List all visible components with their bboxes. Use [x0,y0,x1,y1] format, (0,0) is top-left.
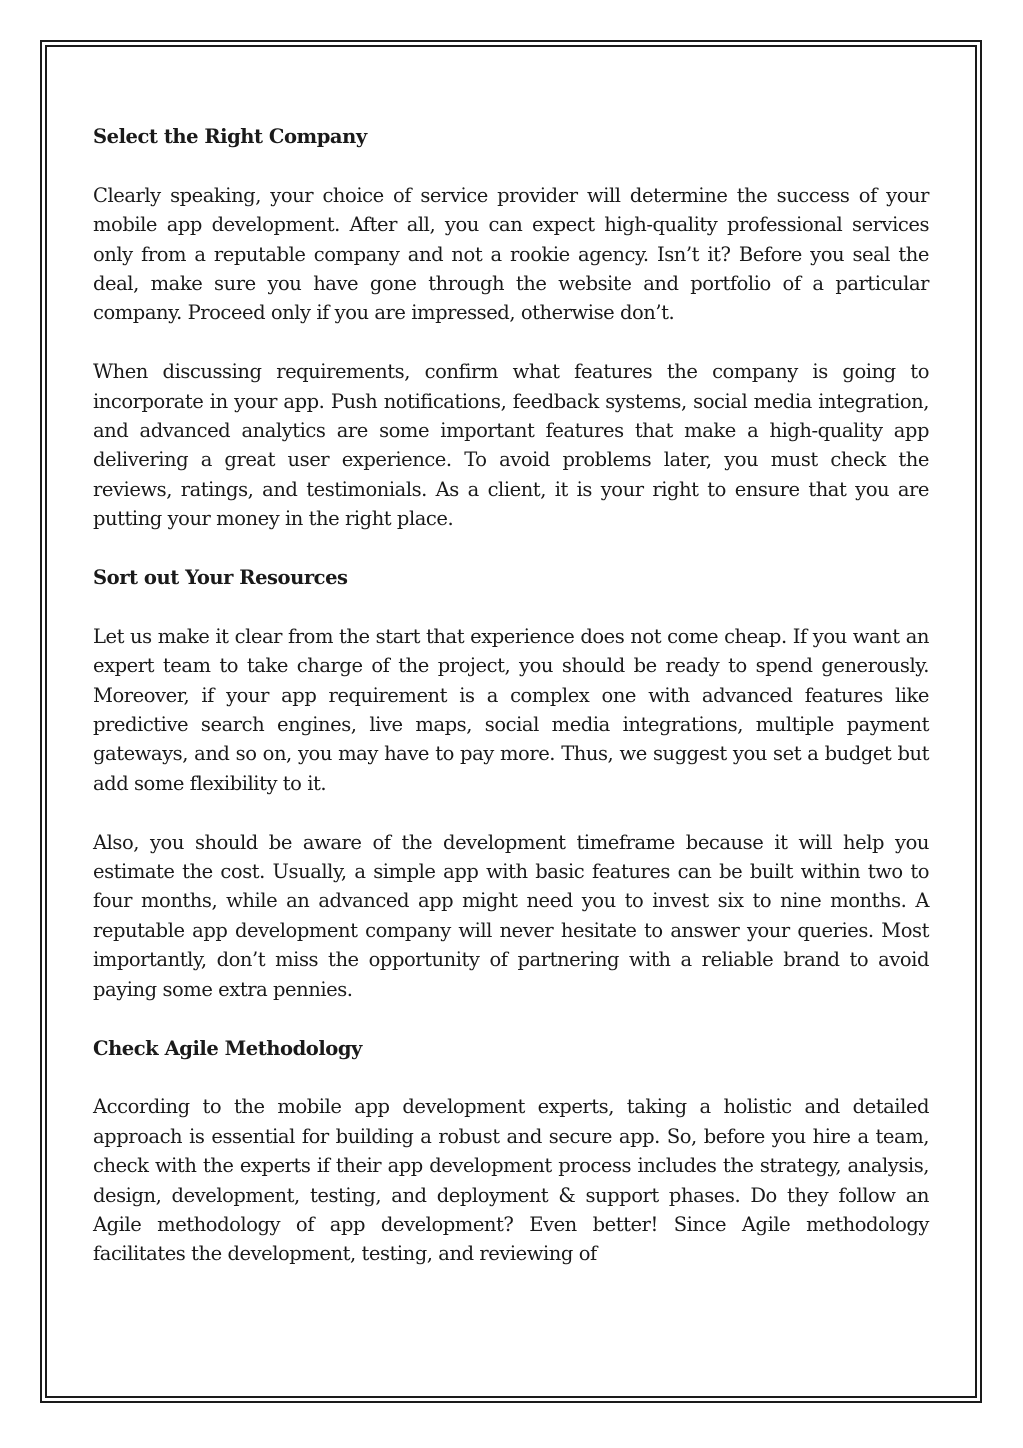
paragraph: When discussing requirements, confirm what features the company is going to incorporate in your app. Push notifications, feedback systems, social media integration, and advanced analytics are some important features that make a high-quality app delivering a great user experience. To avoid problems later, you must check the reviews, ratings, and testimonials. As a client, it is your right to ensure that you are putting your money in the right place. [93,360,929,531]
document-body [93,122,929,1269]
paragraph: Let us make it clear from the start that experience does not come cheap. If you want an expert team to take charge of the project, you should be ready to spend generously. Moreover, if your app requirement is a complex one with advanced features like predictive search engines, live maps, social media integrations, multiple payment gateways, and so on, you may have to pay more. Thus, we suggest you set a budget but add some flexibility to it. [93,624,929,795]
paragraph: According to the mobile app development experts, taking a holistic and detailed approach is essential for building a robust and secure app. So, before you hire a team, check with the experts if their app development process includes the strategy, analysis, design, development, testing, and deployment & support phases. Do they follow an Agile methodology of app development? Even better! Since Agile methodology facilitates the development, testing, and reviewing of [93,1095,929,1266]
section-heading: Sort out Your Resources [93,566,348,590]
paragraph: Also, you should be aware of the development timeframe because it will help you estimate the cost. Usually, a simple app with basic features can be built within two to four months, while an advanced app might need you to invest six to nine months. A reputable app development company will never hesitate to answer your queries. Most importantly, don’t miss the opportunity of partnering with a reliable brand to avoid paying some extra pennies. [93,830,929,1001]
section-heading: Check Agile Methodology [93,1036,362,1060]
paragraph: Clearly speaking, your choice of service provider will determine the success of your mobile app development. After all, you can expect high-quality professional services only from a reputable company and not a rookie agency. Isn’t it? Before you seal the deal, make sure you have gone through the website and portfolio of a particular company. Proceed only if you are impressed, otherwise don’t. [93,183,929,325]
section-heading: Select the Right Company [93,125,367,148]
